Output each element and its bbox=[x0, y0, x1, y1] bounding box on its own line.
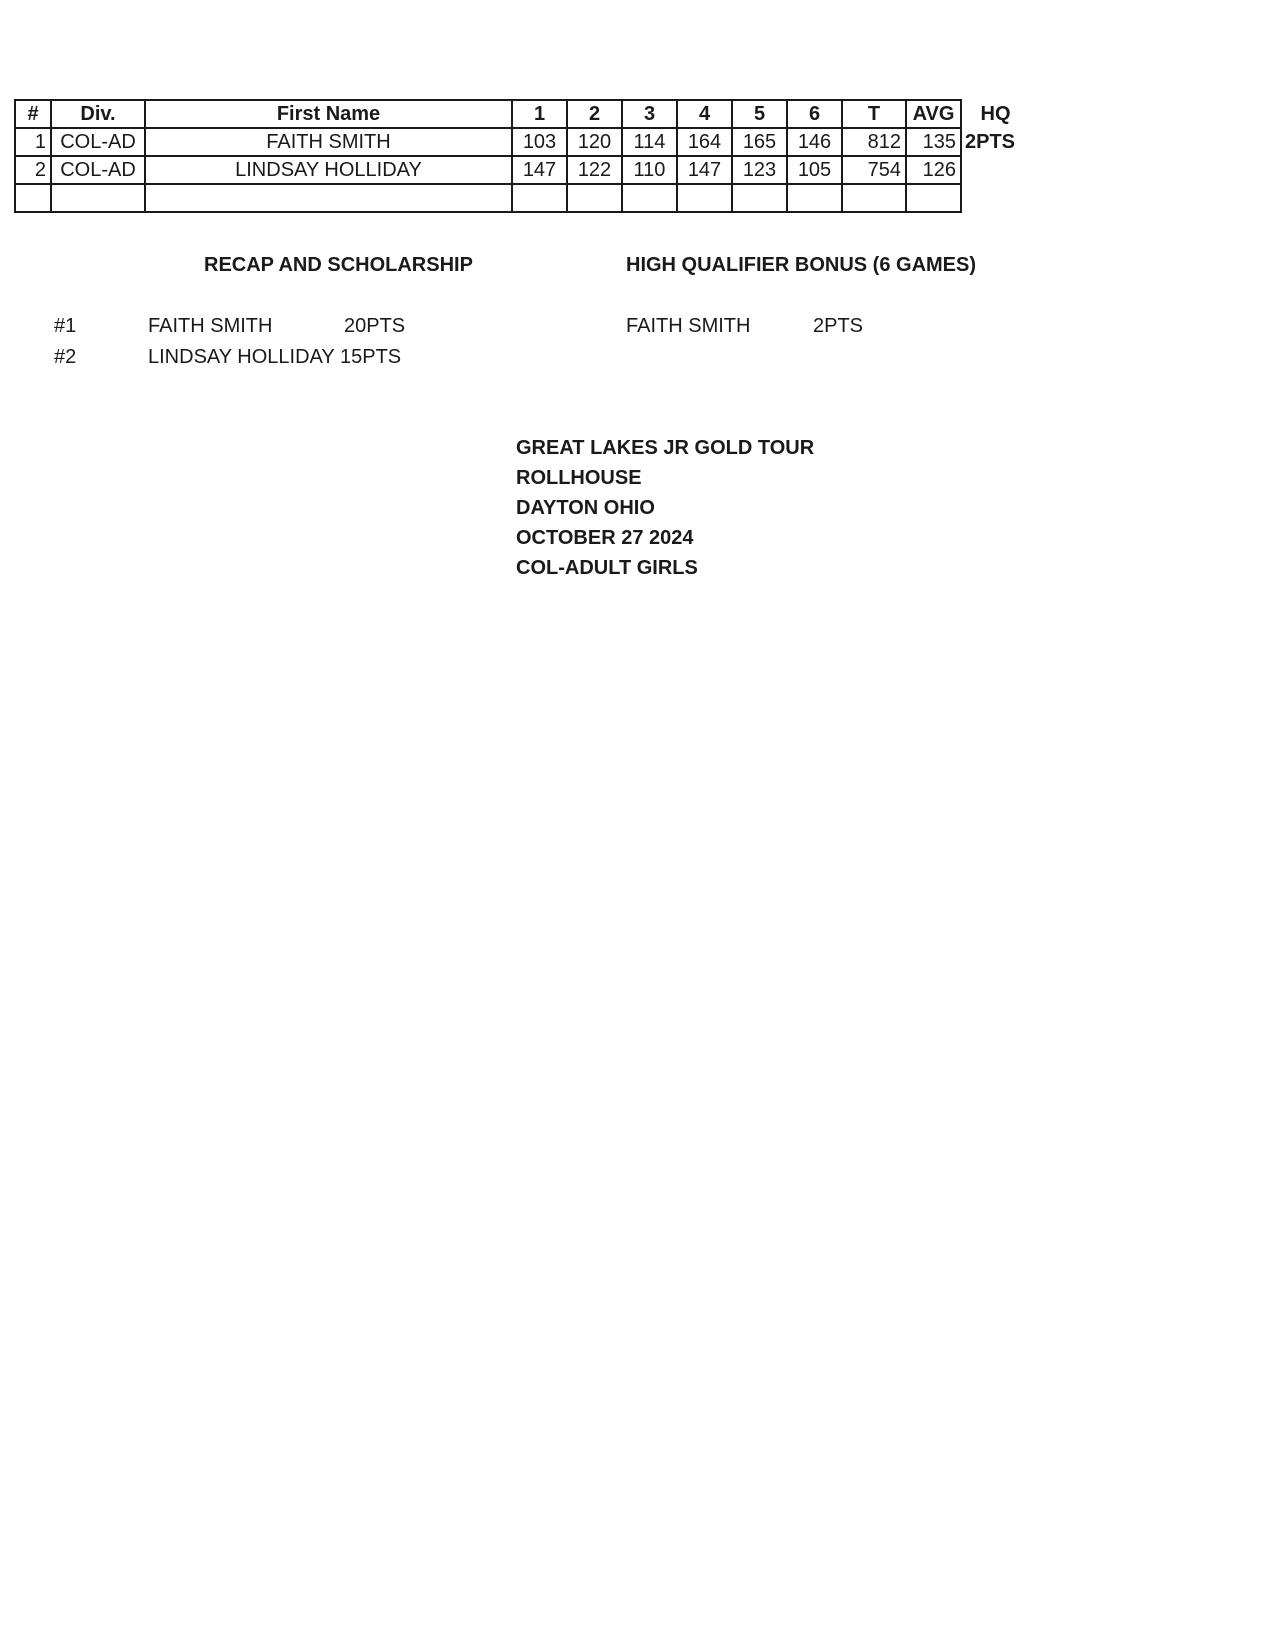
header-average: AVG bbox=[906, 100, 961, 128]
cell-rank: 2 bbox=[15, 156, 51, 184]
cell-game-5: 123 bbox=[732, 156, 787, 184]
cell-game-5: 165 bbox=[732, 128, 787, 156]
event-venue: ROLLHOUSE bbox=[516, 467, 642, 489]
cell-empty bbox=[567, 184, 622, 212]
table-row bbox=[15, 156, 1031, 184]
high-qualifier-heading: HIGH QUALIFIER BONUS (6 GAMES) bbox=[626, 254, 977, 276]
cell-division: COL-AD bbox=[51, 128, 145, 156]
cell-empty bbox=[677, 184, 732, 212]
cell-rank: 1 bbox=[15, 128, 51, 156]
event-location: DAYTON OHIO bbox=[516, 497, 655, 519]
header-division: Div. bbox=[51, 100, 145, 128]
cell-game-2: 122 bbox=[567, 156, 622, 184]
cell-division: COL-AD bbox=[51, 156, 145, 184]
cell-average: 135 bbox=[906, 128, 961, 156]
cell-game-1: 103 bbox=[512, 128, 567, 156]
header-first-name: First Name bbox=[145, 100, 512, 128]
cell-empty bbox=[787, 184, 842, 212]
cell-game-3: 110 bbox=[622, 156, 677, 184]
cell-empty bbox=[961, 184, 1031, 212]
header-game-1: 1 bbox=[512, 100, 567, 128]
cell-game-2: 120 bbox=[567, 128, 622, 156]
recap-points: 20PTS bbox=[344, 315, 406, 337]
cell-empty bbox=[51, 184, 145, 212]
header-hq: HQ bbox=[980, 102, 1011, 125]
header-rank: # bbox=[15, 100, 51, 128]
event-info bbox=[516, 433, 814, 583]
cell-average: 126 bbox=[906, 156, 961, 184]
high-qualifier-points: 2PTS bbox=[813, 315, 864, 337]
header-game-4: 4 bbox=[677, 100, 732, 128]
recap-name: LINDSAY HOLLIDAY bbox=[148, 346, 335, 368]
cell-name: LINDSAY HOLLIDAY bbox=[145, 156, 512, 184]
table-row-empty bbox=[15, 184, 1031, 212]
cell-empty bbox=[622, 184, 677, 212]
cell-empty bbox=[842, 184, 906, 212]
recap-rank: #1 bbox=[54, 315, 77, 337]
cell-game-4: 164 bbox=[677, 128, 732, 156]
cell-hq bbox=[961, 156, 1031, 184]
cell-game-6: 105 bbox=[787, 156, 842, 184]
cell-empty bbox=[512, 184, 567, 212]
event-division: COL-ADULT GIRLS bbox=[516, 557, 698, 579]
cell-total: 812 bbox=[842, 128, 906, 156]
score-table bbox=[14, 99, 1032, 213]
header-game-2: 2 bbox=[567, 100, 622, 128]
recap-rank: #2 bbox=[54, 346, 77, 368]
cell-game-4: 147 bbox=[677, 156, 732, 184]
header-total: T bbox=[842, 100, 906, 128]
recap-name: FAITH SMITH bbox=[148, 315, 273, 337]
table-row bbox=[15, 128, 1031, 156]
table-header-row bbox=[15, 100, 1031, 128]
cell-empty bbox=[906, 184, 961, 212]
cell-name: FAITH SMITH bbox=[145, 128, 512, 156]
header-game-5: 5 bbox=[732, 100, 787, 128]
header-game-3: 3 bbox=[622, 100, 677, 128]
cell-game-6: 146 bbox=[787, 128, 842, 156]
cell-total: 754 bbox=[842, 156, 906, 184]
cell-game-1: 147 bbox=[512, 156, 567, 184]
cell-empty bbox=[15, 184, 51, 212]
recap-heading: RECAP AND SCHOLARSHIP bbox=[204, 254, 473, 276]
header-game-6: 6 bbox=[787, 100, 842, 128]
event-date: OCTOBER 27 2024 bbox=[516, 527, 694, 549]
event-tour: GREAT LAKES JR GOLD TOUR bbox=[516, 437, 815, 459]
cell-empty bbox=[145, 184, 512, 212]
cell-hq: 2PTS bbox=[965, 130, 1016, 153]
recap-points: 15PTS bbox=[340, 346, 402, 368]
cell-empty bbox=[732, 184, 787, 212]
cell-game-3: 114 bbox=[622, 128, 677, 156]
high-qualifier-name: FAITH SMITH bbox=[626, 315, 751, 337]
